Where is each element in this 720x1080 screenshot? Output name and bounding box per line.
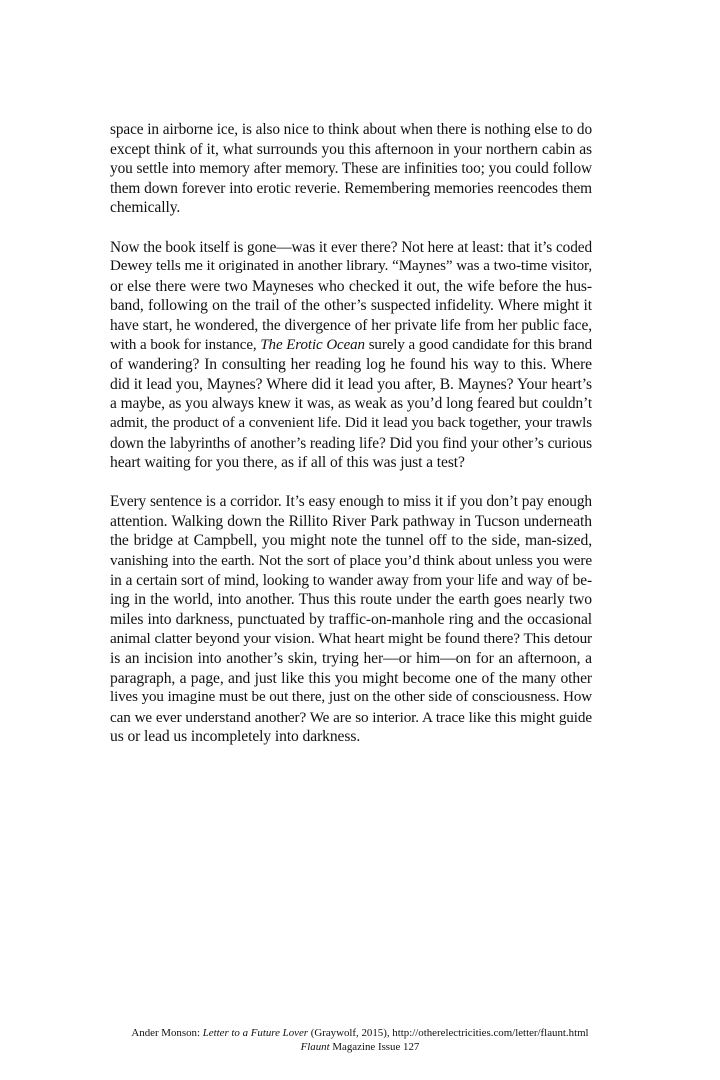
text-line: us or lead us incompletely into darkness.: [110, 728, 361, 746]
text-line-with-book-title: [110, 336, 592, 356]
text-line: them down forever into erotic reverie. Remembering memories reencodes them: [110, 179, 592, 197]
text-line: chemically.: [110, 199, 181, 217]
text-line: down the labyrinths of another’s reading life? Did you find your other’s curious: [110, 434, 592, 452]
text-line: Every sentence is a corridor. It’s easy enough to miss it if you don’t pay enough: [110, 493, 592, 511]
paragraph-3: [110, 492, 592, 747]
text-line: can we ever understand another? We are so interior. A trace like this might guide: [110, 708, 592, 726]
text-segment: surely a good candidate for this brand: [364, 336, 592, 353]
book-title-erotic-ocean: The Erotic Ocean: [260, 336, 365, 353]
text-line: did it lead you, Maynes? Where did it lead you after, B. Maynes? Your heart’s: [110, 375, 592, 393]
text-segment: with a book for instance,: [110, 336, 261, 353]
text-line: vanishing into the earth. Not the sort of place you’d think about unless you were: [110, 552, 592, 570]
text-line: the bridge at Campbell, you might note the tunnel off to the side, man-sized,: [110, 532, 592, 550]
text-line: paragraph, a page, and just like this you might become one of the many other: [110, 669, 592, 687]
text-line: Dewey tells me it originated in another library. “Maynes” was a two-time visitor,: [110, 258, 592, 275]
text-line: in a certain sort of mind, looking to wander away from your life and way of be-: [110, 571, 592, 589]
text-line: you settle into memory after memory. These are infinities too; you could follow: [110, 160, 592, 178]
text-line: a maybe, as you always knew it was, as weak as you’d long feared but couldn’t: [110, 395, 592, 413]
text-line: lives you imagine must be out there, just on the other side of consciousness. How: [110, 689, 592, 706]
footer-citation: (Graywolf, 2015), http://otherelectricities.com/letter/flaunt.html: [308, 1027, 589, 1039]
text-line: space in airborne ice, is also nice to think about when there is nothing else to do: [110, 121, 592, 138]
footer-magazine-name: Flaunt: [300, 1041, 330, 1053]
text-line: of wandering? In consulting her reading log he found his way to this. Where: [110, 356, 592, 374]
footer-book-title: Letter to a Future Lover: [202, 1027, 309, 1039]
text-line: ing in the world, into another. Thus this route under the earth goes nearly two: [110, 591, 592, 609]
text-line: Now the book itself is gone—was it ever there? Not here at least: that it’s coded: [110, 238, 592, 256]
paragraph-2: [110, 238, 592, 473]
magazine-line: [0, 1040, 720, 1054]
footer-issue: Magazine Issue 127: [329, 1041, 420, 1053]
citation-line: [0, 1026, 720, 1040]
text-line: is an incision into another’s skin, trying her—or him—on for an afternoon, a: [110, 650, 592, 668]
text-line: or else there were two Mayneses who checked it out, the wife before the hus-: [110, 277, 592, 295]
essay-body: [110, 120, 592, 747]
text-line: admit, the product of a convenient life. Did it lead you back together, your trawls: [110, 414, 592, 431]
text-line: have start, he wondered, the divergence of her private life from her public face,: [110, 316, 592, 334]
text-line: band, following on the trail of the other’s suspected infidelity. Where might it: [110, 297, 592, 315]
text-line: heart waiting for you there, as if all of this was just a test?: [110, 454, 465, 472]
text-line: attention. Walking down the Rillito River Park pathway in Tucson underneath: [110, 512, 592, 530]
paragraph-1: [110, 120, 592, 218]
text-line: animal clatter beyond your vision. What heart might be found there? This detour: [110, 630, 592, 648]
text-line: except think of it, what surrounds you this afternoon in your northern cabin as: [110, 140, 592, 158]
footer-author: Ander Monson:: [131, 1027, 203, 1039]
page-footer: [0, 1026, 720, 1054]
text-line: miles into darkness, punctuated by traffic-on-manhole ring and the occasional: [110, 610, 592, 628]
